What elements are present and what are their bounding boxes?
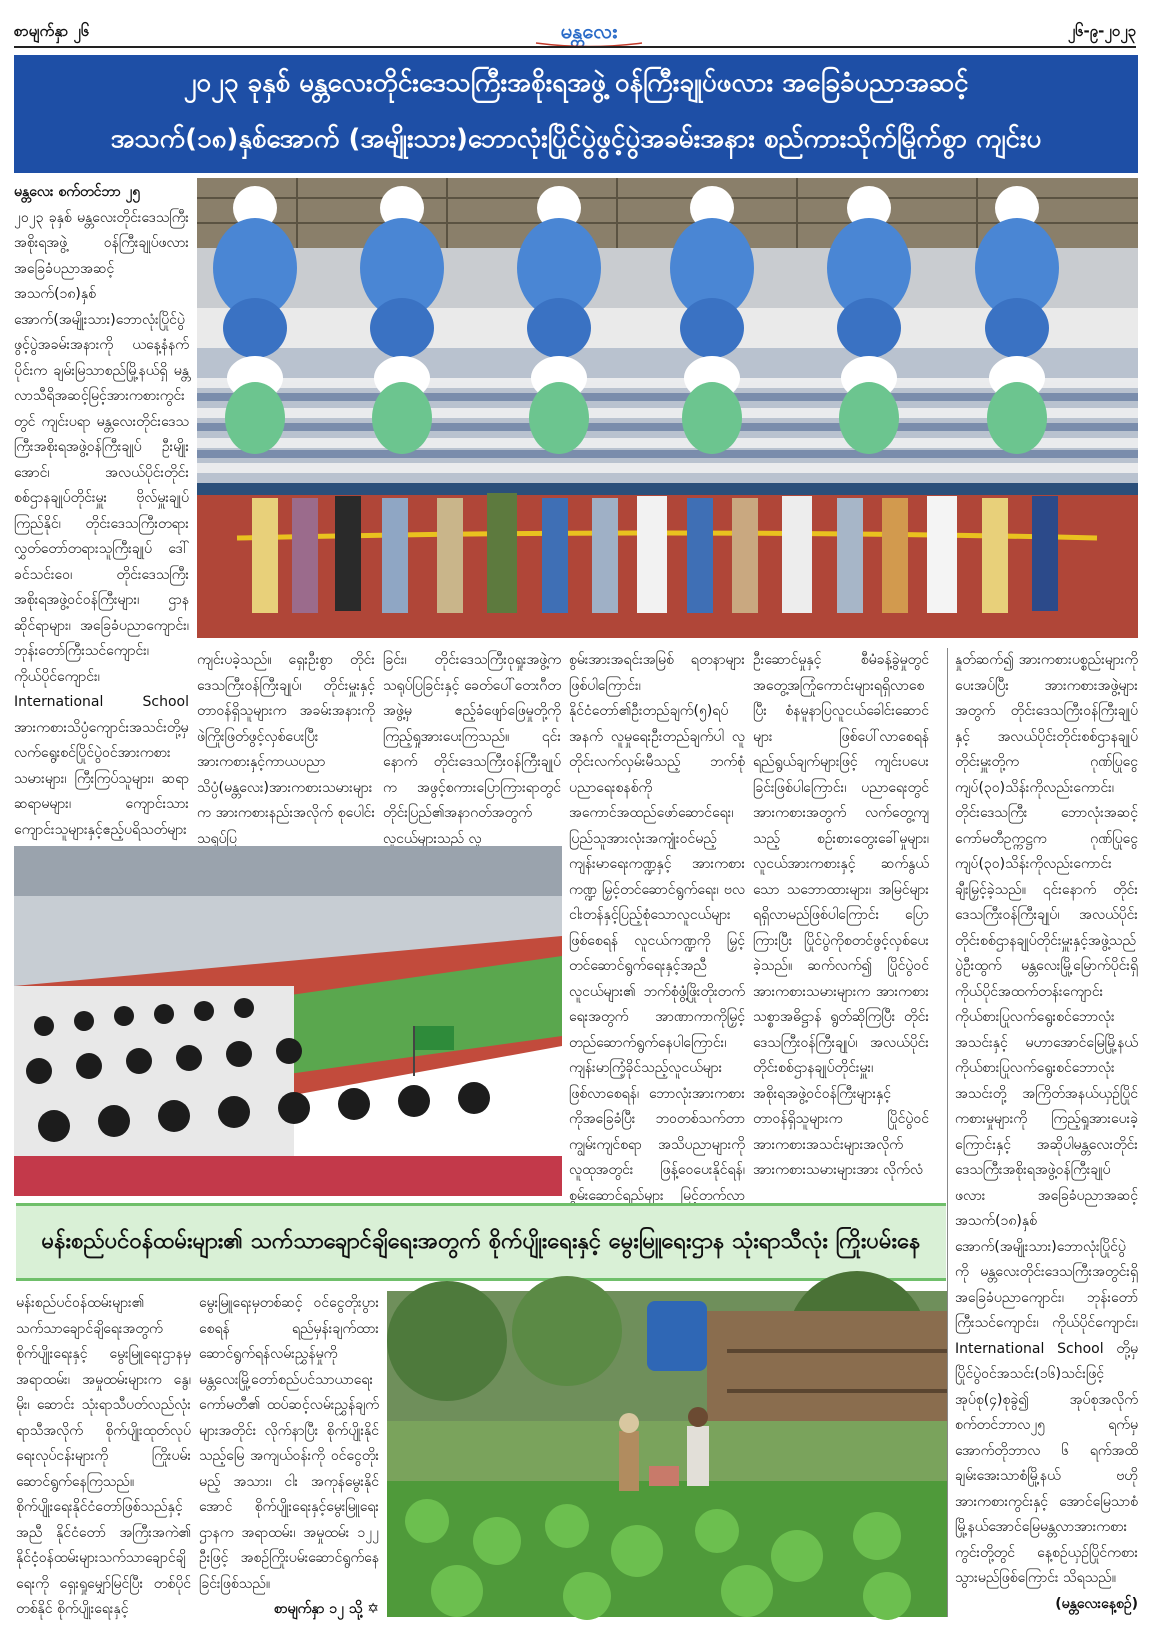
article1-column-5: [753, 648, 929, 1196]
second-article-headline: [16, 1203, 946, 1281]
continued-on-page-label: စာမျက်နှာ ၁၂ သို့ ✡: [273, 1601, 379, 1617]
article1-text-col4: စွမ်းအားအရင်းအမြစ် ရတနာများဖြစ်ပါကြောင်း၊ နိုင်ငံတော်၏ဦးတည်ချက်(၅)ရပ်အနက် လူမှုရေးဦးတည်ချက်ပါ လူတိုင်းလက်လှမ်းမီသည့် ဘက်စုံပညာရေးစနစ်ကို အကောင်အထည်ဖော်ဆောင်ရေး၊ ပြည်သူအားလုံးအကျုံးဝင်မည့် ကျန်းမာရေးကဏ္ဍနှင့် အားကစားကဏ္ဍ မြှင့်တင်ဆောင်ရွက်ရေး၊ ဗလငါးတန်နှင့်ပြည့်စုံသောလူငယ်များဖြစ်စေရန် လူငယ်ကဏ္ဍကို မြှင့်တင်ဆောင်ရွက်ရေးနှင့်အညီ လူငယ်များ၏ ဘက်စုံဖွံ့ဖြိုးတိုးတက်ရေးအတွက် အာဏာကာကိုမြှင့်တည်ဆောက်ရွက်နေပါကြောင်း၊ ကျန်းမာကြံ့ခိုင်သည့်လူငယ်များ ဖြစ်လာစေရန်၊ ဘောလုံးအားကစားကိုအခြေခံပြီး ဘဝတစ်သက်တာကျွမ်းကျင်စရာ အသိပညာများကိုလူထုအတွင်း ဖြန့်ဝေပေးနိုင်ရန်၊ စွမ်းဆောင်ရည်များ မြင့်တက်လာ: [569, 652, 745, 1204]
article1-text-col2: ကျင်းပခဲ့သည်။ ရှေးဦးစွာ တိုင်းဒေသကြီးဝန်ကြီးချုပ်၊ တိုင်းမှူးနှင့်တာဝန်ရှိသူများက အခမ်းအနားကို ဖဲကြိုးဖြတ်ဖွင့်လှစ်ပေးပြီး အားကစားနှင့်ကာယပညာသိပ္ပံ(မန္တလေး)အားကစားသမားများက အားကစားနည်းအလိုက် စုပေါင်းသရုပ်ပြ: [197, 652, 375, 847]
vegetable-farm-photo: [387, 1291, 948, 1617]
newspaper-logo: [524, 14, 654, 48]
page-number-label: စာမျက်နှာ ၂၆: [14, 22, 90, 40]
headline-line-1: ၂၀၂၃ ခုနှစ် မန္တလေးတိုင်းဒေသကြီးအစိုးရအဖွဲ့ ဝန်ကြီးချုပ်ဖလား အခြေခံပညာအဆင့်: [183, 68, 969, 98]
logo-text: မန္တလေး: [560, 19, 618, 43]
article2-column-2: [199, 1291, 379, 1617]
article1-signoff: (မန္တလေးနေ့စဉ်): [1055, 1595, 1138, 1612]
masthead: [14, 14, 1136, 48]
article2-text-col2: မွေးမြူရေးမှတစ်ဆင့် ဝင်ငွေတိုးပွားစေရန် ရည်မှန်းချက်ထား ဆောင်ရွက်ရန်လမ်းညွှန်မှုကို မန္တလေးမြို့တော်စည်ပင်သာယာရေးကော်မတီ၏ ထပ်ဆင့်လမ်းညွှန်ချက်များအတိုင်း လိုက်နာပြီး စိုက်ပျိုးနိုင်သည့်မြေ အကျယ်ဝန်းကို ဝင်ငွေတိုးမည့် အသား၊ ငါး အကုန်မွေးနိုင်အောင် စိုက်ပျိုးရေးနှင့်မွေးမြူရေးဌာနက အရာထမ်း၊ အမှုထမ်း ၁၂၂ ဦးဖြင့် အစဉ်ကြိုးပမ်းဆောင်ရွက်နေခြင်းဖြစ်သည်။: [199, 1295, 379, 1592]
article1-text-col6: နှုတ်ဆက်၍ အားကစားပစ္စည်းများကို ပေးအပ်ပြီး အားကစားအဖွဲ့များအတွက် တိုင်းဒေသကြီးဝန်ကြီးချုပ်နှင့် အလယ်ပိုင်းတိုင်းစစ်ဌာနချုပ်တိုင်းမှူးတို့က ဂုဏ်ပြုငွေကျပ်(၃၀)သိန်းကိုလည်းကောင်း၊ တိုင်းဒေသကြီး ဘောလုံးအဆင့်ကော်မတီဥက္ကဋ္ဌက ဂုဏ်ပြုငွေကျပ်(၃၀)သိန်းကိုလည်းကောင်း ချီးမြှင့်ခဲ့သည်။ ၎င်းနောက် တိုင်းဒေသကြီးဝန်ကြီးချုပ်၊ အလယ်ပိုင်းတိုင်းစစ်ဌာနချုပ်တိုင်းမှူးနှင့်အဖွဲ့သည်ပွဲဦးထွက် မန္တလေးမြို့မြောက်ပိုင်းရှိ ကိုယ်ပိုင်အထက်တန်းကျောင်းကိုယ်စားပြုလက်ရွေးစင်ဘောလုံးအသင်းနှင့် မဟာအောင်မြေမြို့နယ်ကိုယ်စားပြုလက်ရွေးစင်ဘောလုံးအသင်းတို့ အကြိတ်အနယ်ယှဉ်ပြိုင်ကစားမှုများကို ကြည့်ရှုအားပေးခဲ့ကြောင်းနှင့် အဆိုပါမန္တလေးတိုင်းဒေသကြီးအစိုးရအဖွဲ့ဝန်ကြီးချုပ်ဖလား အခြေခံပညာအဆင့် အသက်(၁၈)နှစ်အောက်(အမျိုးသား)ဘောလုံးပြိုင်ပွဲကို မန္တလေးတိုင်းဒေသကြီးအတွင်းရှိ အခြေခံပညာကျောင်း၊ ဘုန်းတော်ကြီးသင်ကျောင်း၊ ကိုယ်ပိုင်ကျောင်း၊ International School တို့မှ ပြိုင်ပွဲဝင်အသင်း(၁၆)သင်းဖြင့် အုပ်စု(၄)စုခွဲ၍ အုပ်စုအလိုက် စက်တင်ဘာလ၂၅ ရက်မှအောက်တိုဘာလ ၆ ရက်အထိ ချမ်းအေးသာစံမြို့နယ် ဗဟိုအားကစားကွင်းနှင့် အောင်မြေသာစံမြို့နယ်အောင်မြေမန္တလာအားကစားကွင်းတို့တွင် နေ့စဉ်ယှဉ်ပြိုင်ကစားသွားမည်ဖြစ်ကြောင်း သိရသည်။: [955, 652, 1138, 1586]
header-rule: [14, 46, 1136, 48]
issue-date: ၂၆-၉-၂၀၂၃: [1067, 22, 1136, 40]
article1-column-6: [955, 648, 1138, 1617]
article1-column-4: [569, 648, 745, 1204]
article2-headline-text: မန်းစည်ပင်ဝန်ထမ်းများ၏ သက်သာချောင်ချိရေးအတွက် စိုက်ပျိုးရေးနှင့် မွေးမြူရေးဌာန သုံးရာသီလုံး ကြိုးပမ်းနေ: [41, 1228, 921, 1254]
headline-line-2: အသက်(၁၈)နှစ်အောက် (အမျိုးသား)ဘောလုံးပြိုင်ပွဲဖွင့်ပွဲအခမ်းအနား စည်ကားသိုက်မြိုက်စွာ ကျင်းပ: [110, 124, 1042, 154]
article1-text-col3: ခြင်း၊ တိုင်းဒေသကြီးဝုရှုးအဖွဲ့ကသရုပ်ပြခြင်းနှင့် ခေတ်ပေါ်တေးဂီတအဖွဲ့မှ ဧည့်ခံဖျော်ဖြေမှုတို့ကို ကြည့်ရှုအားပေးကြသည်။ ၎င်းနောက် တိုင်းဒေသကြီးဝန်ကြီးချုပ်က အဖွင့်စကားပြောကြားရာတွင် တိုင်းပြည်၏အနာဂတ်အတွက် လူငယ်များသည် လူ: [383, 652, 561, 847]
column-divider: [947, 648, 948, 1617]
stadium-crowd-photo: [14, 846, 562, 1196]
article1-column-3: [383, 648, 561, 847]
article1-text-col1: ၂၀၂၃ ခုနှစ် မန္တလေးတိုင်းဒေသကြီးအစိုးရအဖွဲ့ ဝန်ကြီးချုပ်ဖလားအခြေခံပညာအဆင့် အသက်(၁၈)နှစ်အောက်(အမျိုးသား)ဘောလုံးပြိုင်ပွဲဖွင့်ပွဲအခမ်းအနားကို ယနေ့နံနက်ပိုင်းက ချမ်းမြသာစည်မြို့နယ်ရှိ မန္တလာသီရိအဆင့်မြင့်အားကစားကွင်းတွင် ကျင်းပရာ မန္တလေးတိုင်းဒေသကြီးအစိုးရအဖွဲ့ဝန်ကြီးချုပ် ဦးမျိုးအောင်၊ အလယ်ပိုင်းတိုင်းစစ်ဌာနချုပ်တိုင်းမှူး ဗိုလ်မှူးချုပ်ကြည်နိုင်၊ တိုင်းဒေသကြီးတရားလွှတ်တော်တရားသူကြီးချုပ် ဒေါ်ခင်သင်းဝေ၊ တိုင်းဒေသကြီးအစိုးရအဖွဲ့ဝင်ဝန်ကြီးများ၊ ဌာနဆိုင်ရာများ၊ အခြေခံပညာကျောင်း၊ ဘုန်းတော်ကြီးသင်ကျောင်း၊ ကိုယ်ပိုင်ကျောင်း၊ International School အားကစားသိပ္ပံကျောင်းအသင်းတို့မှ လက်ရွေးစင်ပြိုင်ပွဲဝင်အားကစားသမားများ၊ ကြီးကြပ်သူများ၊ ဆရာဆရာမများ၊ ကျောင်းသားကျောင်းသူများနှင့်ဧည့်ပရိသတ်များ: [14, 209, 189, 838]
article1-text-col5: ဦးဆောင်မှုနှင့် စီမံခန့်ခွဲမှုတွင်အတွေ့အကြုံကောင်းများရရှိလာစေပြီး စံနမူနာပြလူငယ်ခေါင်းဆောင်များ ဖြစ်ပေါ်လာစေရန် ရည်ရွယ်ချက်များဖြင့် ကျင်းပပေးခြင်းဖြစ်ပါကြောင်း၊ ပညာရေးတွင် အားကစားအတွက် လက်တွေ့ကျသည့် စဉ်းစားတွေးခေါ်မှုများ၊ လူငယ်အားကစားနှင့် ဆက်နွယ်သော သဘောထားများ၊ အမြင်များ ရရှိလာမည်ဖြစ်ပါကြောင်း ပြောကြားပြီး ပြိုင်ပွဲကိုစတင်ဖွင့်လှစ်ပေးခဲ့သည်။ ဆက်လက်၍ ပြိုင်ပွဲဝင်အားကစားသမားများက အားကစားသစ္စာအဓိဋ္ဌာန် ရွတ်ဆိုကြပြီး တိုင်းဒေသကြီးဝန်ကြီးချုပ်၊ အလယ်ပိုင်းတိုင်းစစ်ဌာနချုပ်တိုင်းမှူး၊ အစိုးရအဖွဲ့ဝင်ဝန်ကြီးများနှင့် တာဝန်ရှိသူများက ပြိုင်ပွဲဝင်အားကစားအသင်းများအလိုက်အားကစားသမားများအား လိုက်လံ: [753, 652, 929, 1178]
article1-column-2: [197, 648, 375, 847]
article1-dateline: မန္တလေး စက်တင်ဘာ ၂၅: [14, 184, 141, 200]
article2-column-1: [16, 1291, 191, 1617]
main-headline-banner: [14, 55, 1138, 173]
opening-ceremony-photo: [197, 178, 1138, 638]
article2-text-col1: မန်းစည်ပင်ဝန်ထမ်းများ၏ သက်သာချောင်ချိရေးအတွက် စိုက်ပျိုးရေးနှင့် မွေးမြူရေးဌာနမှ အရာထမ်း၊ အမှုထမ်းများက နွေ၊ မိုး၊ ဆောင်း သုံးရာသီပတ်လည်လုံး ရာသီအလိုက် စိုက်ပျိုးထုတ်လုပ်ရေးလုပ်ငန်းများကို ကြိုးပမ်းဆောင်ရွက်နေကြသည်။ စိုက်ပျိုးရေးနိုင်ငံတော်ဖြစ်သည်နှင့်အညီ နိုင်ငံတော် အကြီးအကဲ၏ နိုင်ငံ့ဝန်ထမ်းများသက်သာချောင်ချိရေးကို ရှေးရှုမျှော်မြင်ပြီး တစ်ပိုင်တစ်နိုင် စိုက်ပျိုးရေးနှင့်: [16, 1295, 191, 1617]
